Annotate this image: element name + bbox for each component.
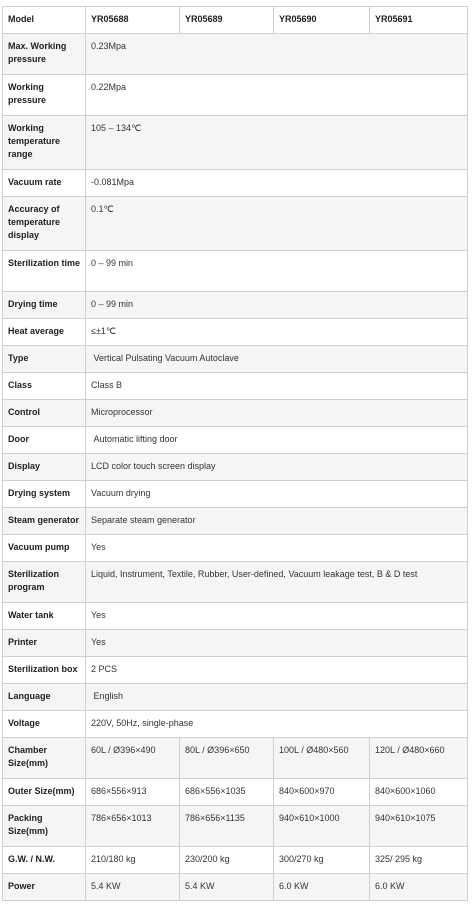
spec-value: Yes <box>86 603 468 630</box>
spec-label: Heat average <box>3 319 86 346</box>
model-header-yr05691: YR05691 <box>370 7 468 34</box>
model-spec-value: 6.0 KW <box>370 874 468 901</box>
spec-row <box>3 630 468 657</box>
model-spec-value: 786×656×1135 <box>180 806 274 847</box>
spec-label: Max. Working pressure <box>3 34 86 75</box>
model-spec-value: 300/270 kg <box>274 847 370 874</box>
spec-label: Drying system <box>3 481 86 508</box>
spec-label: Outer Size(mm) <box>3 779 86 806</box>
model-header-yr05688: YR05688 <box>86 7 180 34</box>
model-spec-value: 6.0 KW <box>274 874 370 901</box>
spec-value: 0.23Mpa <box>86 34 468 75</box>
spec-label: G.W. / N.W. <box>3 847 86 874</box>
model-spec-row <box>3 738 468 779</box>
spec-label: Vacuum rate <box>3 170 86 197</box>
spec-label: Water tank <box>3 603 86 630</box>
spec-row <box>3 711 468 738</box>
model-spec-value: 5.4 KW <box>180 874 274 901</box>
model-spec-row <box>3 874 468 901</box>
spec-label: Printer <box>3 630 86 657</box>
spec-label: Sterilization program <box>3 562 86 603</box>
spec-label: Voltage <box>3 711 86 738</box>
spec-value: Liquid, Instrument, Textile, Rubber, User-defined, Vacuum leakage test, B & D test <box>86 562 468 603</box>
spec-label: Power <box>3 874 86 901</box>
spec-row <box>3 603 468 630</box>
model-header-yr05690: YR05690 <box>274 7 370 34</box>
model-spec-value: 325/ 295 kg <box>370 847 468 874</box>
spec-row <box>3 197 468 251</box>
spec-row <box>3 684 468 711</box>
spec-label: Class <box>3 373 86 400</box>
spec-row <box>3 508 468 535</box>
spec-row <box>3 481 468 508</box>
spec-value: 0.1℃ <box>86 197 468 251</box>
spec-value: 105 – 134℃ <box>86 116 468 170</box>
spec-row <box>3 562 468 603</box>
spec-value: 0 – 99 min <box>86 292 468 319</box>
spec-row <box>3 427 468 454</box>
model-spec-value: 840×600×970 <box>274 779 370 806</box>
spec-value: 2 PCS <box>86 657 468 684</box>
model-spec-value: 60L / Ø396×490 <box>86 738 180 779</box>
spec-label: Display <box>3 454 86 481</box>
model-spec-value: 80L / Ø396×650 <box>180 738 274 779</box>
spec-value: Yes <box>86 630 468 657</box>
spec-label: Language <box>3 684 86 711</box>
model-spec-value: 230/200 kg <box>180 847 274 874</box>
spec-row <box>3 75 468 116</box>
specification-table-body <box>3 7 468 901</box>
spec-row <box>3 34 468 75</box>
spec-label: Drying time <box>3 292 86 319</box>
model-spec-value: 5.4 KW <box>86 874 180 901</box>
spec-label: Control <box>3 400 86 427</box>
model-header-label: Model <box>3 7 86 34</box>
model-spec-value: 120L / Ø480×660 <box>370 738 468 779</box>
model-header-yr05689: YR05689 <box>180 7 274 34</box>
spec-row <box>3 454 468 481</box>
model-spec-row <box>3 847 468 874</box>
header-row <box>3 7 468 34</box>
spec-row <box>3 657 468 684</box>
spec-label: Door <box>3 427 86 454</box>
spec-value: Class B <box>86 373 468 400</box>
spec-label: Packing Size(mm) <box>3 806 86 847</box>
model-spec-value: 940×610×1075 <box>370 806 468 847</box>
spec-value: Vertical Pulsating Vacuum Autoclave <box>86 346 468 373</box>
spec-value: Microprocessor <box>86 400 468 427</box>
spec-value: LCD color touch screen display <box>86 454 468 481</box>
spec-row <box>3 373 468 400</box>
spec-value: English <box>86 684 468 711</box>
spec-value: 220V, 50Hz, single-phase <box>86 711 468 738</box>
spec-row <box>3 400 468 427</box>
specification-table <box>2 6 468 901</box>
spec-label: Type <box>3 346 86 373</box>
model-spec-value: 786×656×1013 <box>86 806 180 847</box>
spec-row <box>3 319 468 346</box>
model-spec-value: 686×556×913 <box>86 779 180 806</box>
model-spec-value: 100L / Ø480×560 <box>274 738 370 779</box>
model-spec-value: 686×556×1035 <box>180 779 274 806</box>
model-spec-row <box>3 779 468 806</box>
spec-row <box>3 116 468 170</box>
spec-value: Yes <box>86 535 468 562</box>
spec-label: Accuracy of temperature display <box>3 197 86 251</box>
spec-row <box>3 292 468 319</box>
spec-label: Working temperature range <box>3 116 86 170</box>
spec-label: Sterilization time <box>3 251 86 292</box>
spec-value: Vacuum drying <box>86 481 468 508</box>
spec-row <box>3 535 468 562</box>
spec-label: Chamber Size(mm) <box>3 738 86 779</box>
spec-row <box>3 251 468 292</box>
spec-label: Working pressure <box>3 75 86 116</box>
model-spec-value: 210/180 kg <box>86 847 180 874</box>
model-spec-value: 940×610×1000 <box>274 806 370 847</box>
spec-value: 0.22Mpa <box>86 75 468 116</box>
spec-label: Sterilization box <box>3 657 86 684</box>
spec-value: Separate steam generator <box>86 508 468 535</box>
spec-value: -0.081Mpa <box>86 170 468 197</box>
spec-value: 0 – 99 min <box>86 251 468 292</box>
spec-value: Automatic lifting door <box>86 427 468 454</box>
model-spec-value: 840×600×1060 <box>370 779 468 806</box>
spec-value: ≤±1℃ <box>86 319 468 346</box>
spec-row <box>3 170 468 197</box>
spec-label: Steam generator <box>3 508 86 535</box>
spec-row <box>3 346 468 373</box>
spec-label: Vacuum pump <box>3 535 86 562</box>
model-spec-row <box>3 806 468 847</box>
